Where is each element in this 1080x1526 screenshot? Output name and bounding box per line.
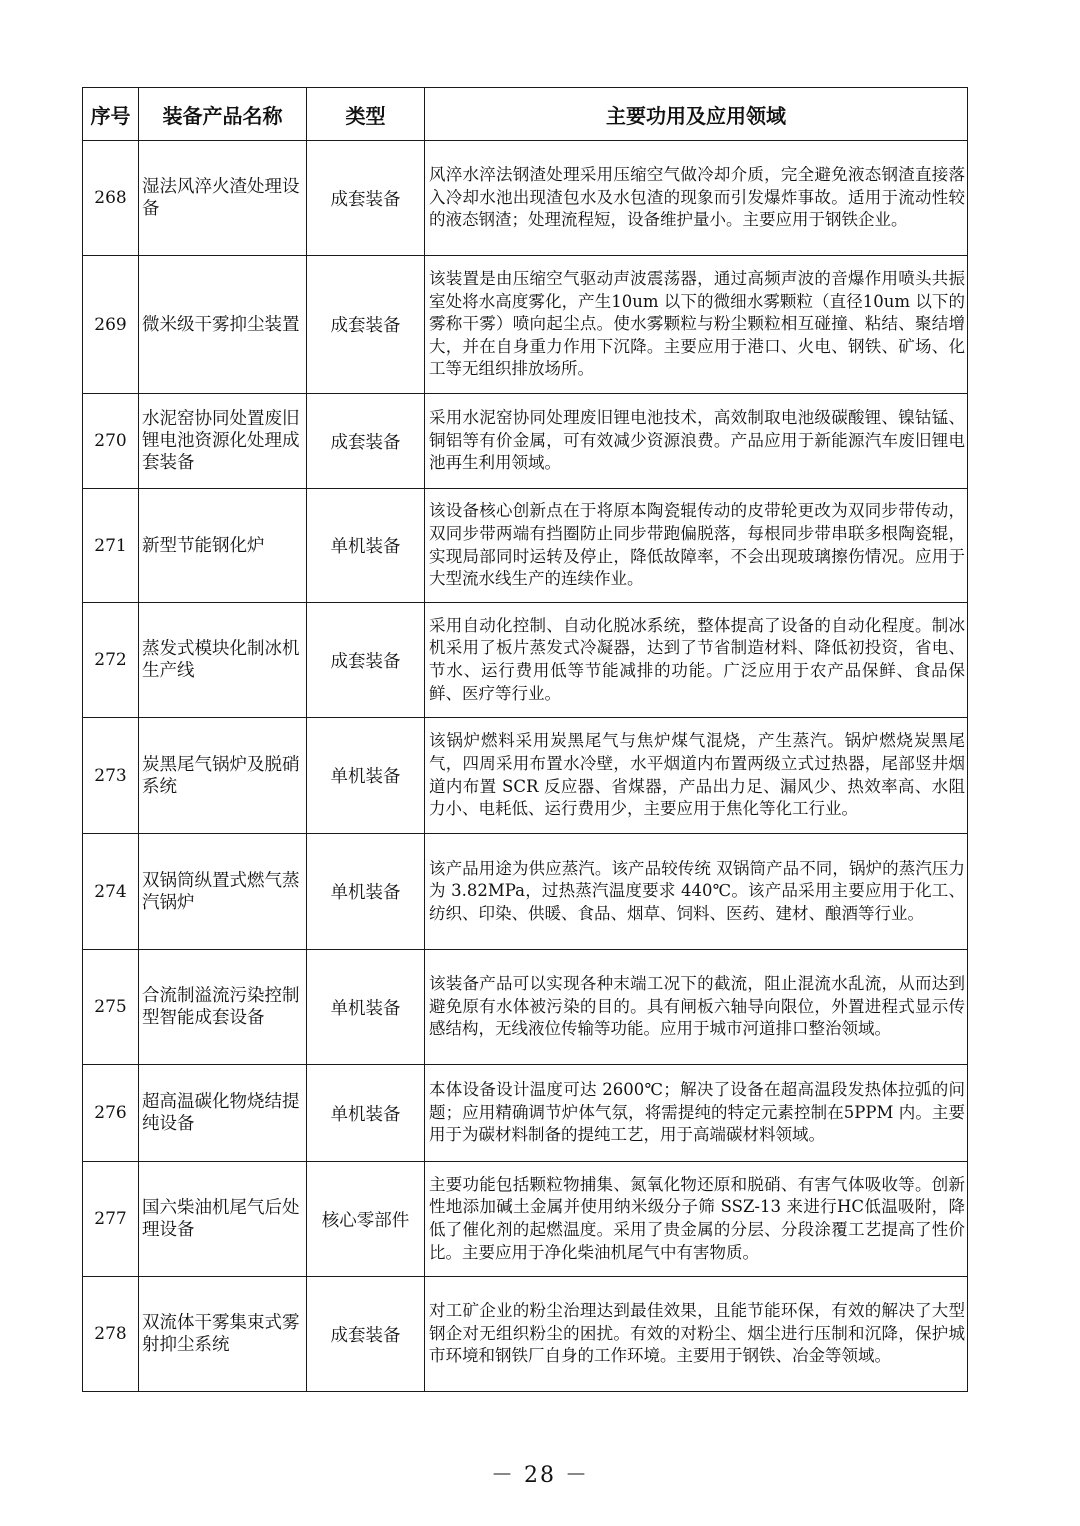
table-row bbox=[83, 834, 968, 950]
row-description: 主要功能包括颗粒物捕集、氮氧化物还原和脱硝、有害气体吸收等。创新性地添加碱土金属并使用纳米级分子筛 SSZ-13 来进行HC低温吸附，降低了催化剂的起燃温度。采用了贵金属的分层、分段涂覆工艺提高了性价比。主要应用于净化柴油机尾气中有害物质。 bbox=[425, 1162, 968, 1277]
row-serial: 274 bbox=[83, 834, 139, 950]
row-product-name: 水泥窑协同处置废旧锂电池资源化处理成套装备 bbox=[139, 394, 307, 489]
row-description: 该锅炉燃料采用炭黑尾气与焦炉煤气混烧，产生蒸汽。锅炉燃烧炭黑尾气，四周采用布置水冷壁，水平烟道内布置两级立式过热器，尾部竖井烟道内布置 SCR 反应器、省煤器，产品出力足、漏风少、热效率高、水阻力小、电耗低、运行费用少，主要应用于焦化等化工行业。 bbox=[425, 718, 968, 834]
row-description: 采用自动化控制、自动化脱冰系统，整体提高了设备的自动化程度。制冰机采用了板片蒸发式冷凝器，达到了节省制造材料、降低初投资，省电、节水、运行费用低等节能减排的功能。广泛应用于农产品保鲜、食品保鲜、医疗等行业。 bbox=[425, 603, 968, 718]
header-serial: 序号 bbox=[83, 88, 139, 141]
equipment-table bbox=[82, 87, 968, 1392]
row-serial: 275 bbox=[83, 950, 139, 1065]
row-description: 该装备产品可以实现各种末端工况下的截流，阻止混流水乱流，从而达到避免原有水体被污染的目的。具有闸板六轴导向限位，外置进程式显示传感结构，无线液位传输等功能。应用于城市河道排口整治领域。 bbox=[425, 950, 968, 1065]
row-product-name: 微米级干雾抑尘装置 bbox=[139, 256, 307, 394]
row-product-name: 炭黑尾气锅炉及脱硝系统 bbox=[139, 718, 307, 834]
table-row bbox=[83, 603, 968, 718]
row-serial: 268 bbox=[83, 141, 139, 256]
row-type: 成套装备 bbox=[307, 394, 425, 489]
row-type: 单机装备 bbox=[307, 489, 425, 603]
row-type: 成套装备 bbox=[307, 1277, 425, 1392]
row-description: 该产品用途为供应蒸汽。该产品较传统 双锅筒产品不同，锅炉的蒸汽压力为 3.82MPa，过热蒸汽温度要求 440℃。该产品采用主要应用于化工、纺织、印染、供暖、食品、烟草、饲料、医药、建材、酿酒等行业。 bbox=[425, 834, 968, 950]
row-product-name: 双锅筒纵置式燃气蒸汽锅炉 bbox=[139, 834, 307, 950]
row-type: 单机装备 bbox=[307, 1065, 425, 1162]
row-description: 该设备核心创新点在于将原本陶瓷辊传动的皮带轮更改为双同步带传动，双同步带两端有挡圈防止同步带跑偏脱落，每根同步带串联多根陶瓷辊，实现局部同时运转及停止，降低故障率，不会出现玻璃擦伤情况。应用于大型流水线生产的连续作业。 bbox=[425, 489, 968, 603]
table-row bbox=[83, 394, 968, 489]
row-product-name: 国六柴油机尾气后处理设备 bbox=[139, 1162, 307, 1277]
header-type: 类型 bbox=[307, 88, 425, 141]
row-product-name: 双流体干雾集束式雾射抑尘系统 bbox=[139, 1277, 307, 1392]
row-description: 本体设备设计温度可达 2600℃；解决了设备在超高温段发热体拉弧的问题；应用精确调节炉体气氛，将需提纯的特定元素控制在5PPM 内。主要用于为碳材料制备的提纯工艺，用于高端碳材料领域。 bbox=[425, 1065, 968, 1162]
row-description: 对工矿企业的粉尘治理达到最佳效果，且能节能环保，有效的解决了大型钢企对无组织粉尘的困扰。有效的对粉尘、烟尘进行压制和沉降，保护城市环境和钢铁厂自身的工作环境。主要用于钢铁、冶金等领域。 bbox=[425, 1277, 968, 1392]
table-row bbox=[83, 489, 968, 603]
row-description: 风淬水淬法钢渣处理采用压缩空气做冷却介质，完全避免液态钢渣直接落入冷却水池出现渣包水及水包渣的现象而引发爆炸事故。适用于流动性较的液态钢渣；处理流程短，设备维护量小。主要应用于钢铁企业。 bbox=[425, 141, 968, 256]
row-serial: 276 bbox=[83, 1065, 139, 1162]
table-row bbox=[83, 256, 968, 394]
header-product-name: 装备产品名称 bbox=[139, 88, 307, 141]
row-serial: 277 bbox=[83, 1162, 139, 1277]
page-number: － 28 － bbox=[491, 1463, 589, 1488]
table-header-row bbox=[83, 88, 968, 141]
row-type: 成套装备 bbox=[307, 256, 425, 394]
row-type: 单机装备 bbox=[307, 950, 425, 1065]
table-row bbox=[83, 718, 968, 834]
row-type: 成套装备 bbox=[307, 603, 425, 718]
table-row bbox=[83, 141, 968, 256]
table-row bbox=[83, 1065, 968, 1162]
table-row bbox=[83, 1277, 968, 1392]
row-serial: 270 bbox=[83, 394, 139, 489]
row-product-name: 蒸发式模块化制冰机生产线 bbox=[139, 603, 307, 718]
row-description: 该装置是由压缩空气驱动声波震荡器，通过高频声波的音爆作用喷头共振室处将水高度雾化，产生10um 以下的微细水雾颗粒（直径10um 以下的雾称干雾）喷向起尘点。使水雾颗粒与粉尘颗粒相互碰撞、粘结、聚结增大，并在自身重力作用下沉降。主要应用于港口、火电、钢铁、矿场、化工等无组织排放场所。 bbox=[425, 256, 968, 394]
header-function: 主要功用及应用领域 bbox=[425, 88, 968, 141]
row-product-name: 合流制溢流污染控制型智能成套设备 bbox=[139, 950, 307, 1065]
row-product-name: 超高温碳化物烧结提纯设备 bbox=[139, 1065, 307, 1162]
row-serial: 269 bbox=[83, 256, 139, 394]
row-product-name: 湿法风淬火渣处理设备 bbox=[139, 141, 307, 256]
row-product-name: 新型节能钢化炉 bbox=[139, 489, 307, 603]
row-serial: 273 bbox=[83, 718, 139, 834]
table-row bbox=[83, 1162, 968, 1277]
table-row bbox=[83, 950, 968, 1065]
row-type: 单机装备 bbox=[307, 718, 425, 834]
row-type: 单机装备 bbox=[307, 834, 425, 950]
row-description: 采用水泥窑协同处理废旧锂电池技术，高效制取电池级碳酸锂、镍钴锰、铜铝等有价金属，可有效减少资源浪费。产品应用于新能源汽车废旧锂电池再生利用领域。 bbox=[425, 394, 968, 489]
row-type: 成套装备 bbox=[307, 141, 425, 256]
row-serial: 271 bbox=[83, 489, 139, 603]
row-serial: 278 bbox=[83, 1277, 139, 1392]
row-serial: 272 bbox=[83, 603, 139, 718]
row-type: 核心零部件 bbox=[307, 1162, 425, 1277]
